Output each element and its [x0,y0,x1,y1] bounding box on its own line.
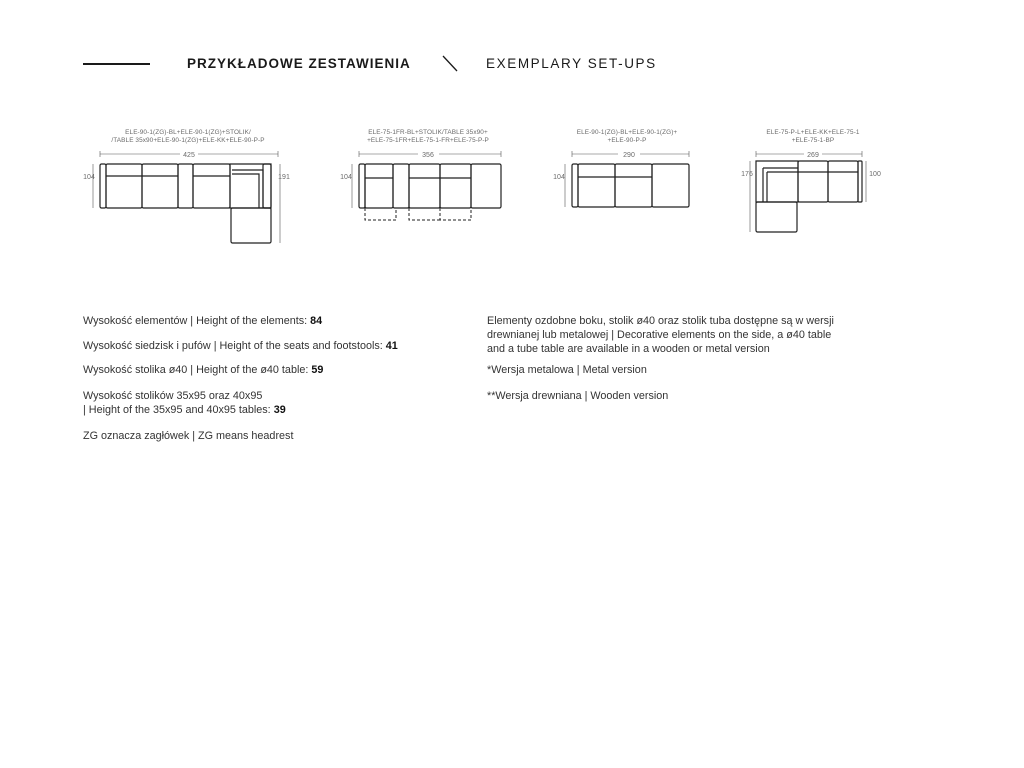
spec-table-40-height: Wysokość stolika ø40 | Height of the ø40 table: 59 [83,364,324,376]
setup-3 [552,128,702,218]
setup-4 [738,128,888,238]
setup-2-height-left: 104 [340,174,352,181]
title-english: EXEMPLARY SET-UPS [486,56,657,71]
setup-4-drawing [738,128,888,238]
title-polish: PRZYKŁADOWE ZESTAWIENIA [187,56,411,71]
setup-4-width: 269 [807,152,819,159]
slash-divider-icon [441,54,459,74]
setup-2-drawing [338,128,518,228]
setup-2-width: 356 [422,152,434,159]
setup-1-drawing [83,128,293,248]
setup-2-code: ELE-75-1FR-BL+STOLIK/TABLE 35x90+ +ELE-75-1FR+ELE-75-1-FR+ELE-75-P-P [367,129,489,144]
header-rule [83,63,150,65]
setup-3-drawing [552,128,702,218]
setup-1-code: ELE-90-1(ZG)-BL+ELE-90-1(ZG)+STOLIK/ /TABLE 35x90+ELE-90-1(ZG)+ELE-KK+ELE-90-P-P [111,129,265,144]
spec-elements-height: Wysokość elementów | Height of the elements: 84 [83,315,323,327]
spec-zg-meaning: ZG oznacza zagłówek | ZG means headrest [83,430,294,442]
note-metal: *Wersja metalowa | Metal version [487,364,647,376]
spec-seats-height: Wysokość siedzisk i pufów | Height of the seats and footstools: 41 [83,340,398,352]
setup-4-height-left: 176 [741,171,753,178]
setup-1-height-right: 191 [278,174,290,181]
spec-tables-height: Wysokość stolików 35x95 oraz 40x95 | Height of the 35x95 and 40x95 tables: 39 [83,390,286,416]
notes-decorative: Elementy ozdobne boku, stolik ø40 oraz stolik tuba dostępne są w wersji drewnianej lub metalowej | Decorative elements on the side, a ø40 table and a tube table are available in a wooden or metal version [487,315,834,355]
note-wood: **Wersja drewniana | Wooden version [487,390,669,402]
setup-3-height-left: 104 [553,174,565,181]
setup-1-width: 425 [183,152,195,159]
setup-2 [338,128,518,228]
setup-3-width: 290 [623,152,635,159]
setup-4-code: ELE-75-P-L+ELE-KK+ELE-75-1 +ELE-75-1-BP [766,129,860,144]
setup-4-height-right: 100 [869,171,881,178]
setup-1-height-left: 104 [83,174,95,181]
setup-3-code: ELE-90-1(ZG)-BL+ELE-90-1(ZG)+ +ELE-90-P-P [576,129,678,144]
setup-1 [83,128,293,248]
